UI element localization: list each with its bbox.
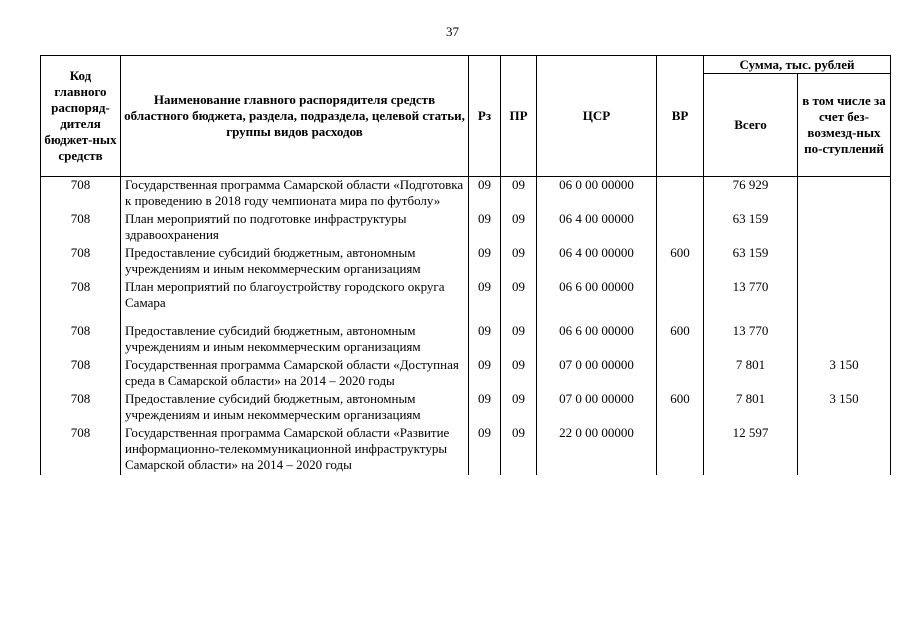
cell-pr: 09 [501, 177, 537, 212]
cell-csr: 22 0 00 00000 [537, 425, 657, 475]
header-name: Наименование главного распорядителя средств областного бюджета, раздела, подраздела, целевой статьи, группы видов расходов [121, 56, 469, 177]
cell-name: Предоставление субсидий бюджетным, автономным учреждениям и иным некоммерческим организациям [121, 391, 469, 425]
table-row [41, 357, 891, 391]
cell-rz: 09 [469, 313, 501, 357]
cell-total: 63 159 [704, 245, 798, 279]
cell-total: 7 801 [704, 357, 798, 391]
table-row [41, 391, 891, 425]
header-code: Код главного распоряд-дителя бюджет-ных средств [41, 56, 121, 177]
cell-free [798, 211, 891, 245]
cell-pr: 09 [501, 279, 537, 313]
header-vr: ВР [657, 56, 704, 177]
cell-rz: 09 [469, 279, 501, 313]
cell-total: 12 597 [704, 425, 798, 475]
cell-rz: 09 [469, 425, 501, 475]
cell-name: Предоставление субсидий бюджетным, автономным учреждениям и иным некоммерческим организациям [121, 245, 469, 279]
cell-free [798, 245, 891, 279]
cell-csr: 07 0 00 00000 [537, 391, 657, 425]
cell-pr: 09 [501, 391, 537, 425]
cell-vr [657, 279, 704, 313]
cell-name: План мероприятий по подготовке инфраструктуры здравоохранения [121, 211, 469, 245]
cell-name: Государственная программа Самарской области «Доступная среда в Самарской области» на 2014 – 2020 годы [121, 357, 469, 391]
cell-rz: 09 [469, 245, 501, 279]
budget-table [40, 55, 891, 475]
cell-csr: 07 0 00 00000 [537, 357, 657, 391]
cell-vr: 600 [657, 245, 704, 279]
cell-vr: 600 [657, 391, 704, 425]
cell-csr: 06 0 00 00000 [537, 177, 657, 212]
cell-free [798, 425, 891, 475]
cell-csr: 06 6 00 00000 [537, 279, 657, 313]
cell-code: 708 [41, 357, 121, 391]
header-pr: ПР [501, 56, 537, 177]
table-row [41, 313, 891, 357]
table-row [41, 425, 891, 475]
table-row [41, 245, 891, 279]
cell-vr: 600 [657, 313, 704, 357]
cell-code: 708 [41, 245, 121, 279]
cell-free: 3 150 [798, 391, 891, 425]
cell-pr: 09 [501, 211, 537, 245]
cell-rz: 09 [469, 357, 501, 391]
cell-code: 708 [41, 279, 121, 313]
table-row [41, 177, 891, 212]
cell-pr: 09 [501, 313, 537, 357]
cell-total: 13 770 [704, 313, 798, 357]
cell-code: 708 [41, 391, 121, 425]
cell-vr [657, 357, 704, 391]
cell-rz: 09 [469, 177, 501, 212]
cell-free: 3 150 [798, 357, 891, 391]
cell-total: 76 929 [704, 177, 798, 212]
cell-name: Предоставление субсидий бюджетным, автономным учреждениям и иным некоммерческим организациям [121, 313, 469, 357]
cell-free [798, 279, 891, 313]
cell-total: 13 770 [704, 279, 798, 313]
cell-free [798, 177, 891, 212]
table-row [41, 211, 891, 245]
cell-pr: 09 [501, 357, 537, 391]
cell-code: 708 [41, 313, 121, 357]
cell-vr [657, 177, 704, 212]
header-sum: Сумма, тыс. рублей [704, 56, 891, 74]
cell-total: 63 159 [704, 211, 798, 245]
cell-csr: 06 6 00 00000 [537, 313, 657, 357]
cell-name: План мероприятий по благоустройству городского округа Самара [121, 279, 469, 313]
page-number: 37 [446, 24, 459, 39]
cell-rz: 09 [469, 391, 501, 425]
cell-pr: 09 [501, 245, 537, 279]
cell-rz: 09 [469, 211, 501, 245]
cell-vr [657, 425, 704, 475]
cell-vr [657, 211, 704, 245]
header-rz: Рз [469, 56, 501, 177]
cell-total: 7 801 [704, 391, 798, 425]
cell-code: 708 [41, 177, 121, 212]
cell-free [798, 313, 891, 357]
cell-code: 708 [41, 425, 121, 475]
table-row [41, 279, 891, 313]
cell-csr: 06 4 00 00000 [537, 245, 657, 279]
cell-name: Государственная программа Самарской области «Подготовка к проведению в 2018 году чемпионата мира по футболу» [121, 177, 469, 212]
cell-name: Государственная программа Самарской области «Развитие информационно-телекоммуникационной инфраструктуры Самарской области» на 2014 – 2020 годы [121, 425, 469, 475]
header-free: в том числе за счет без-возмезд-ных по-ступлений [798, 74, 891, 177]
cell-csr: 06 4 00 00000 [537, 211, 657, 245]
header-csr: ЦСР [537, 56, 657, 177]
cell-code: 708 [41, 211, 121, 245]
header-total: Всего [704, 74, 798, 177]
cell-pr: 09 [501, 425, 537, 475]
